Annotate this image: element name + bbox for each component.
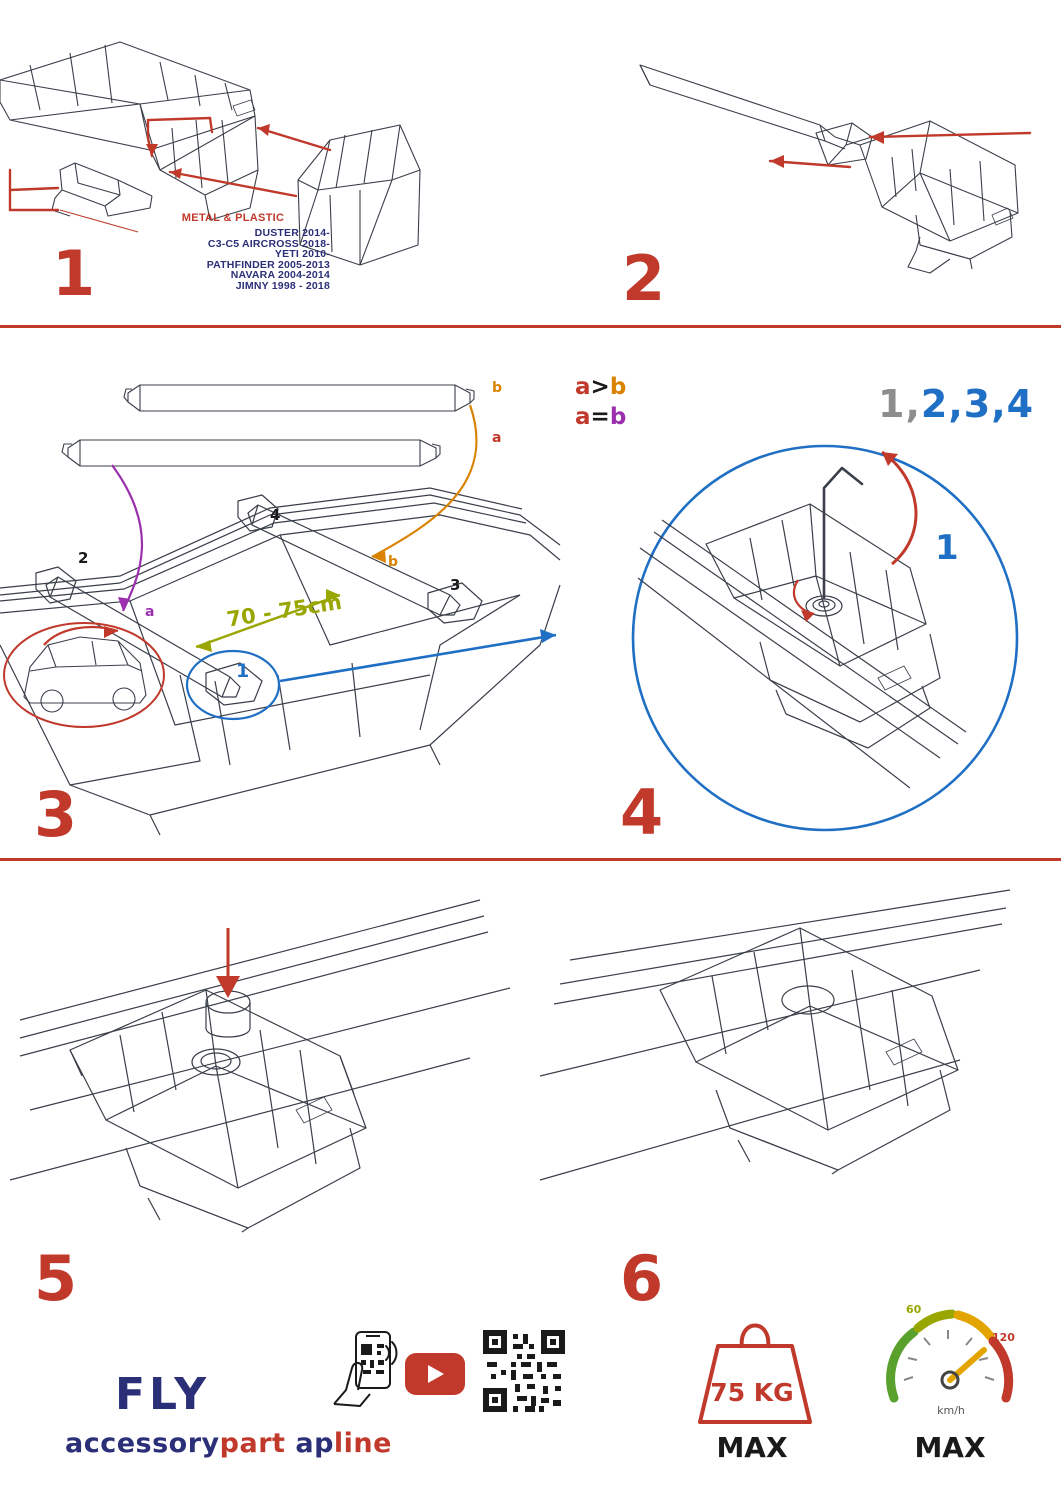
ratio-a: a [575, 374, 591, 400]
qr-code [483, 1330, 565, 1412]
max-load-value: 75 KG [710, 1378, 794, 1407]
max-load-icon [680, 1310, 830, 1430]
step-3-illustration [0, 345, 560, 851]
vehicle-item: JIMNY 1998 - 2018 [235, 279, 330, 292]
bar-label-2: 2 [78, 549, 89, 567]
ratio-a-2: a [575, 404, 591, 430]
speed-unit-label: km/h [937, 1404, 965, 1417]
step-number-1: 1 [52, 237, 96, 310]
brand-part: part [219, 1428, 286, 1459]
section-divider-2 [0, 858, 1061, 861]
max-load-label: MAX [716, 1431, 788, 1464]
step1-vehicle-list [110, 228, 330, 291]
step-number-2: 2 [622, 242, 666, 315]
vehicle-item: NAVARA 2004-2014 [230, 269, 330, 281]
brand-tagline [65, 1428, 392, 1459]
vehicle-item: PATHFINDER 2005-2013 [206, 258, 330, 271]
step-2-illustration [620, 45, 1050, 275]
marker-a-bottom: a [145, 604, 155, 620]
gauge-max-label: 120 [992, 1331, 1015, 1344]
brand-line: line [333, 1428, 392, 1459]
section-divider-1 [0, 325, 1061, 328]
bar-label-1: 1 [236, 660, 250, 682]
sequence-rest: 2,3,4 [920, 382, 1035, 426]
step4-sequence [878, 382, 1034, 426]
brand-ap: ap [295, 1428, 334, 1459]
gauge-min-label: 60 [906, 1303, 922, 1316]
step-number-5: 5 [34, 1242, 78, 1315]
marker-a-top: a [492, 430, 502, 446]
brand-accessory: accessory [65, 1428, 220, 1459]
youtube-icon[interactable] [405, 1353, 465, 1395]
bar-label-3: 3 [450, 576, 461, 594]
marker-b-bottom: b [388, 554, 399, 570]
step-number-4: 4 [620, 776, 664, 849]
step-number-3: 3 [34, 778, 78, 851]
step-5-illustration [10, 880, 510, 1220]
step-6-illustration [540, 880, 1040, 1220]
ratio-op-2: = [590, 404, 610, 430]
scan-qr-icon [330, 1328, 400, 1408]
ratio-b: b [609, 374, 627, 400]
step-number-6: 6 [620, 1242, 664, 1315]
bar-label-4: 4 [270, 506, 281, 524]
vehicle-item: C3-C5 AIRCROSS 2018- [207, 237, 330, 250]
vehicle-item: YETI 2010- [274, 248, 330, 260]
marker-b-top: b [492, 380, 503, 396]
step-4-illustration [610, 428, 1050, 828]
ratio-op: > [590, 374, 610, 400]
max-speed-label: MAX [914, 1431, 986, 1464]
vehicle-item: DUSTER 2014- [254, 227, 330, 239]
sequence-first: 1, [878, 382, 921, 426]
ratio-b-2: b [609, 404, 627, 430]
step3-ratio-legend [575, 372, 626, 432]
bar-spacing-dimension: 70 - 75cm [225, 589, 344, 632]
step1-material-heading: METAL & PLASTIC [181, 212, 285, 224]
step4-callout-1: 1 [935, 528, 959, 568]
brand-fly: FLY [115, 1369, 211, 1420]
